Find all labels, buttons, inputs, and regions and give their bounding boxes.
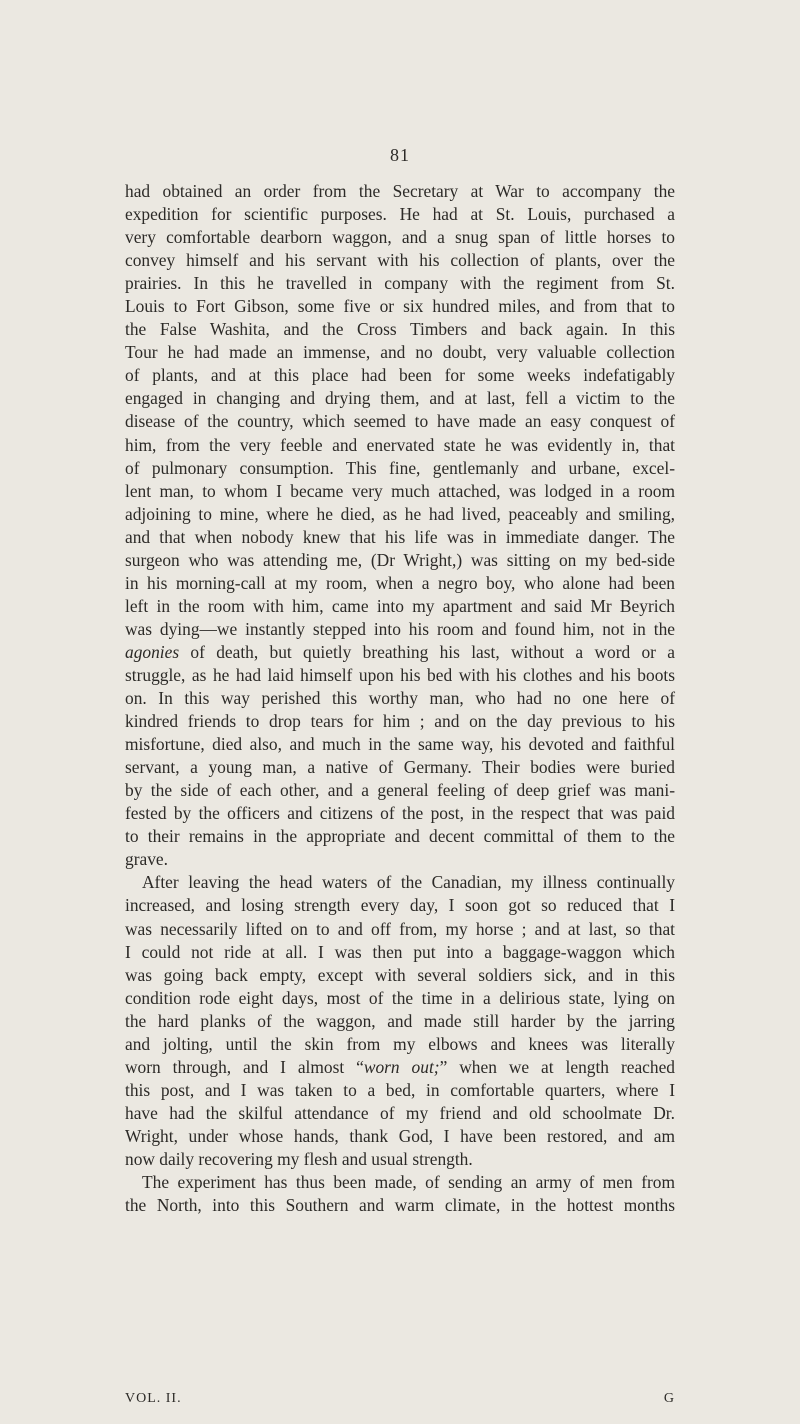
text-line: expedition for scientific purposes. He had at St. Louis, purchased a — [125, 204, 675, 225]
text-line: I could not ride at all. I was then put into a baggage-waggon which — [125, 941, 675, 962]
text-line: disease of the country, which seemed to have made an easy conquest of — [125, 411, 675, 432]
text-line: the North, into this Southern and warm climate, in the hottest months — [125, 1195, 675, 1216]
text-line: was going back empty, except with several soldiers sick, and in this — [125, 964, 675, 985]
text-line: agonies of death, but quietly breathing his last, without a word or a — [125, 641, 675, 662]
volume-signature: VOL. II. — [125, 1391, 182, 1406]
text-line: was dying—we instantly stepped into his room and found him, not in the — [125, 618, 675, 639]
text-line: and that when nobody knew that his life was in immediate danger. The — [125, 526, 675, 547]
text-line: on. In this way perished this worthy man, who had no one here of — [125, 688, 675, 709]
text-line: kindred friends to drop tears for him ; and on the day previous to his — [125, 711, 675, 732]
text-line: misfortune, died also, and much in the same way, his devoted and faithful — [125, 734, 675, 755]
signature-mark: G — [663, 1391, 675, 1406]
text-line: lent man, to whom I became very much attached, was lodged in a room — [125, 480, 675, 501]
page-number: 81 — [390, 145, 410, 165]
text-line: adjoining to mine, where he died, as he had lived, peaceably and smiling, — [125, 503, 675, 524]
text-line: fested by the officers and citizens of the post, in the respect that was paid — [125, 803, 675, 824]
text-line: After leaving the head waters of the Canadian, my illness continually — [142, 872, 675, 893]
text-line: had obtained an order from the Secretary at War to accompany the — [125, 181, 675, 201]
text-line: him, from the very feeble and enervated state he was evidently in, that — [125, 434, 675, 455]
text-line: grave. — [125, 849, 168, 870]
text-line: worn through, and I almost “worn out;” when we at length reached — [125, 1056, 675, 1077]
body-text — [125, 180, 675, 1217]
text-line: to their remains in the appropriate and decent committal of them to the — [125, 826, 675, 847]
text-line: engaged in changing and drying them, and at last, fell a victim to the — [125, 388, 675, 409]
text-line: in his morning-call at my room, when a negro boy, who alone had been — [125, 572, 675, 593]
text-line: Tour he had made an immense, and no doubt, very valuable collection — [125, 342, 675, 363]
text-line: of plants, and at this place had been for some weeks indefatigably — [125, 365, 675, 386]
text-line: condition rode eight days, most of the time in a delirious state, lying on — [125, 987, 675, 1008]
text-line: left in the room with him, came into my apartment and said Mr Beyrich — [125, 595, 675, 616]
text-line: Louis to Fort Gibson, some five or six hundred miles, and from that to — [125, 296, 675, 317]
text-line: this post, and I was taken to a bed, in comfortable quarters, where I — [125, 1079, 675, 1100]
text-line: and jolting, until the skin from my elbows and knees was literally — [125, 1033, 675, 1054]
text-line: The experiment has thus been made, of sending an army of men from — [142, 1172, 675, 1193]
text-line: was necessarily lifted on to and off from, my horse ; and at last, so that — [125, 918, 675, 939]
text-line: very comfortable dearborn waggon, and a snug span of little horses to — [125, 227, 675, 248]
text-line: convey himself and his servant with his collection of plants, over the — [125, 250, 675, 271]
text-line: have had the skilful attendance of my friend and old schoolmate Dr. — [125, 1102, 675, 1123]
page-footer — [125, 1391, 675, 1407]
text-line: Wright, under whose hands, thank God, I have been restored, and am — [125, 1125, 675, 1146]
text-line: increased, and losing strength every day, I soon got so reduced that I — [125, 895, 675, 916]
text-line: the False Washita, and the Cross Timbers and back again. In this — [125, 319, 675, 340]
text-line: prairies. In this he travelled in company with the regiment from St. — [125, 273, 675, 294]
text-line: by the side of each other, and a general feeling of deep grief was mani- — [125, 780, 675, 801]
text-line: now daily recovering my flesh and usual strength. — [125, 1148, 473, 1169]
text-line: struggle, as he had laid himself upon his bed with his clothes and his boots — [125, 664, 675, 685]
text-line: the hard planks of the waggon, and made still harder by the jarring — [125, 1010, 675, 1031]
text-line: of pulmonary consumption. This fine, gentlemanly and urbane, excel- — [125, 457, 675, 478]
text-line: surgeon who was attending me, (Dr Wright,) was sitting on my bed-side — [125, 549, 675, 570]
text-line: servant, a young man, a native of Germany. Their bodies were buried — [125, 757, 675, 778]
